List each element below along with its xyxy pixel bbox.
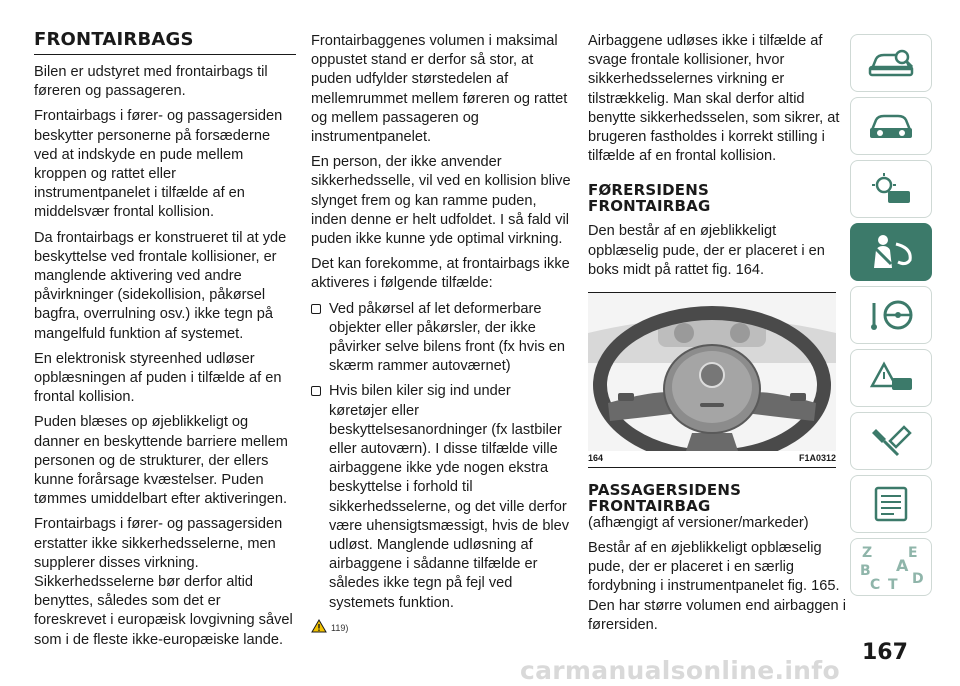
- page-number: 167: [862, 640, 908, 665]
- paragraph: En elektronisk styreenhed udløser opblæsningen af puden i tilfælde af en frontal kollision.: [34, 350, 282, 406]
- tab-steering-wheel[interactable]: [850, 286, 932, 344]
- column-3: [588, 32, 850, 641]
- column-1: [34, 29, 296, 656]
- list-item: [311, 382, 573, 612]
- list-item-text: Hvis bilen kiler sig ind under køretøjer eller beskyttelsesanordninger (fx lastbiler eller autoværn). I disse tilfælde ville airbaggene ikke yde nogen ekstra beskyttelse i forhold til sikkerhedsselerne, og det ville derfor være uhensigtsmæssigt, hvis de blev udløst. Manglende udløsning af airbaggene i sådanne tilfælde er således ikke tegn på fejl ved systemets funktion.: [329, 383, 570, 611]
- figure-steering-wheel: [588, 292, 836, 468]
- paragraph: Består af en øjeblikkeligt opblæselig pude, der er placeret i en særlig fordybning i instrumentpanelet fig. 165. Den har større volumen end airbaggen i førersiden.: [588, 540, 846, 633]
- warning-road-icon: [866, 360, 916, 396]
- figure-code: F1A0312: [798, 453, 836, 464]
- watermark: carmanualsonline.info: [520, 656, 840, 685]
- section-heading-rule: [34, 29, 296, 55]
- list-item-text: Ved påkørsel af let deformerbare objekter eller påkørsler, der ikke påvirker selve bilens front (fx hvis en skærm rammer autoværnet): [329, 300, 566, 375]
- index-letter: T: [888, 577, 898, 591]
- seatbelt-airbag-icon: [866, 232, 916, 272]
- lights-icon: [866, 171, 916, 207]
- checkbox-bullet-icon: [311, 386, 321, 396]
- steering-wheel-icon: [866, 297, 916, 333]
- checkbox-bullet-icon: [311, 304, 321, 314]
- paragraph: Frontairbags i fører- og passagersiden beskytter personerne på forsæderne ved at indskyde en pude mellem kroppen og rattet eller instrumentpanelet i tilfælde af en middelsvær frontal kollision.: [34, 108, 283, 221]
- car-search-icon: [866, 45, 916, 81]
- tab-car-search[interactable]: [850, 34, 932, 92]
- paragraph: Puden blæses op øjeblikkeligt og danner en beskyttende barriere mellem personen og de strukturer, der ellers kunne forårsage kvæstelser. Puden tømmes umiddelbart efter aktiveringen.: [34, 414, 288, 508]
- chapter-sidebar: [850, 34, 936, 601]
- tools-icon: [866, 423, 916, 459]
- paragraph: Frontairbaggenes volumen i maksimal oppustet stand er derfor så stor, at puden udfylder størstedelen af mellemrummet mellem føreren og rattet og mellem passageren og instrumentpanelet.: [311, 33, 568, 146]
- warning-reference: [311, 619, 573, 633]
- tab-tools[interactable]: [850, 412, 932, 470]
- index-letter: D: [912, 571, 924, 587]
- section-heading: FRONTAIRBAGS: [34, 29, 194, 50]
- index-letter: E: [908, 545, 918, 561]
- alphabetical-index-icon: [856, 543, 926, 591]
- list-item: [311, 300, 573, 377]
- passenger-subtitle: (afhængigt af versioner/markeder): [588, 515, 809, 532]
- tab-car-dashboard[interactable]: [850, 97, 932, 155]
- tab-seatbelt-airbag[interactable]: [850, 223, 932, 281]
- specifications-list-icon: [866, 484, 916, 524]
- column-2: [311, 32, 573, 633]
- tab-warning-road[interactable]: [850, 349, 932, 407]
- paragraph: Da frontairbags er konstrueret til at yde beskyttelse ved frontale kollisioner, er manglende aktivering ved andre påvirkninger (sidekollision, påkørsel bagfra, overrulning osv.) ikke tegn på mangelfuld funktion af systemet.: [34, 229, 287, 342]
- index-letter: B: [860, 563, 871, 579]
- steering-wheel-airbag-illustration: [588, 293, 836, 451]
- index-letter: C: [870, 577, 881, 591]
- warning-ref-number: 119): [331, 622, 349, 633]
- tab-lights[interactable]: [850, 160, 932, 218]
- tab-alphabetical-index[interactable]: [850, 538, 932, 596]
- paragraph: En person, der ikke anvender sikkerhedsselle, vil ved en kollision blive slynget frem og kan ramme puden, inden denne er helt udfoldet. I så fald vil puden ikke kunne yde optimal virkning.: [311, 154, 571, 248]
- passenger-airbag-heading: PASSAGERSIDENS FRONTAIRBAG: [588, 481, 742, 516]
- driver-airbag-heading: FØRERSIDENS FRONTAIRBAG: [588, 181, 711, 216]
- index-letter: A: [896, 556, 909, 575]
- car-dashboard-icon: [866, 108, 916, 144]
- paragraph: Frontairbags i fører- og passagersiden erstatter ikke sikkerhedsselerne, men supplerer disses virkning. Sikkerhedsselerne bør derfor altid benyttes, således som det er foreskrevet i europæisk lovgivning såvel som i de fleste ikke-europæiske lande.: [34, 516, 293, 648]
- paragraph: Bilen er udstyret med frontairbags til føreren og passageren.: [34, 64, 268, 100]
- tab-specifications[interactable]: [850, 475, 932, 533]
- paragraph: Det kan forekomme, at frontairbags ikke aktiveres i følgende tilfælde:: [311, 256, 570, 292]
- paragraph: Airbaggene udløses ikke i tilfælde af svage frontale kollisioner, hvor sikkerhedsselernes virkning er tilstrækkelig. Man skal derfor altid benytte sikkerhedsselen, som sikrer, at brugeren fastholdes i korrekt stilling i tilfælde af en frontal kollision.: [588, 33, 840, 165]
- warning-triangle-icon: [311, 619, 327, 633]
- figure-number: 164: [588, 453, 604, 464]
- figure-caption: [588, 451, 836, 467]
- paragraph: Den består af en øjeblikkeligt opblæselig pude, der er placeret i en boks midt på rattet fig. 164.: [588, 223, 825, 278]
- index-letter: Z: [862, 545, 873, 561]
